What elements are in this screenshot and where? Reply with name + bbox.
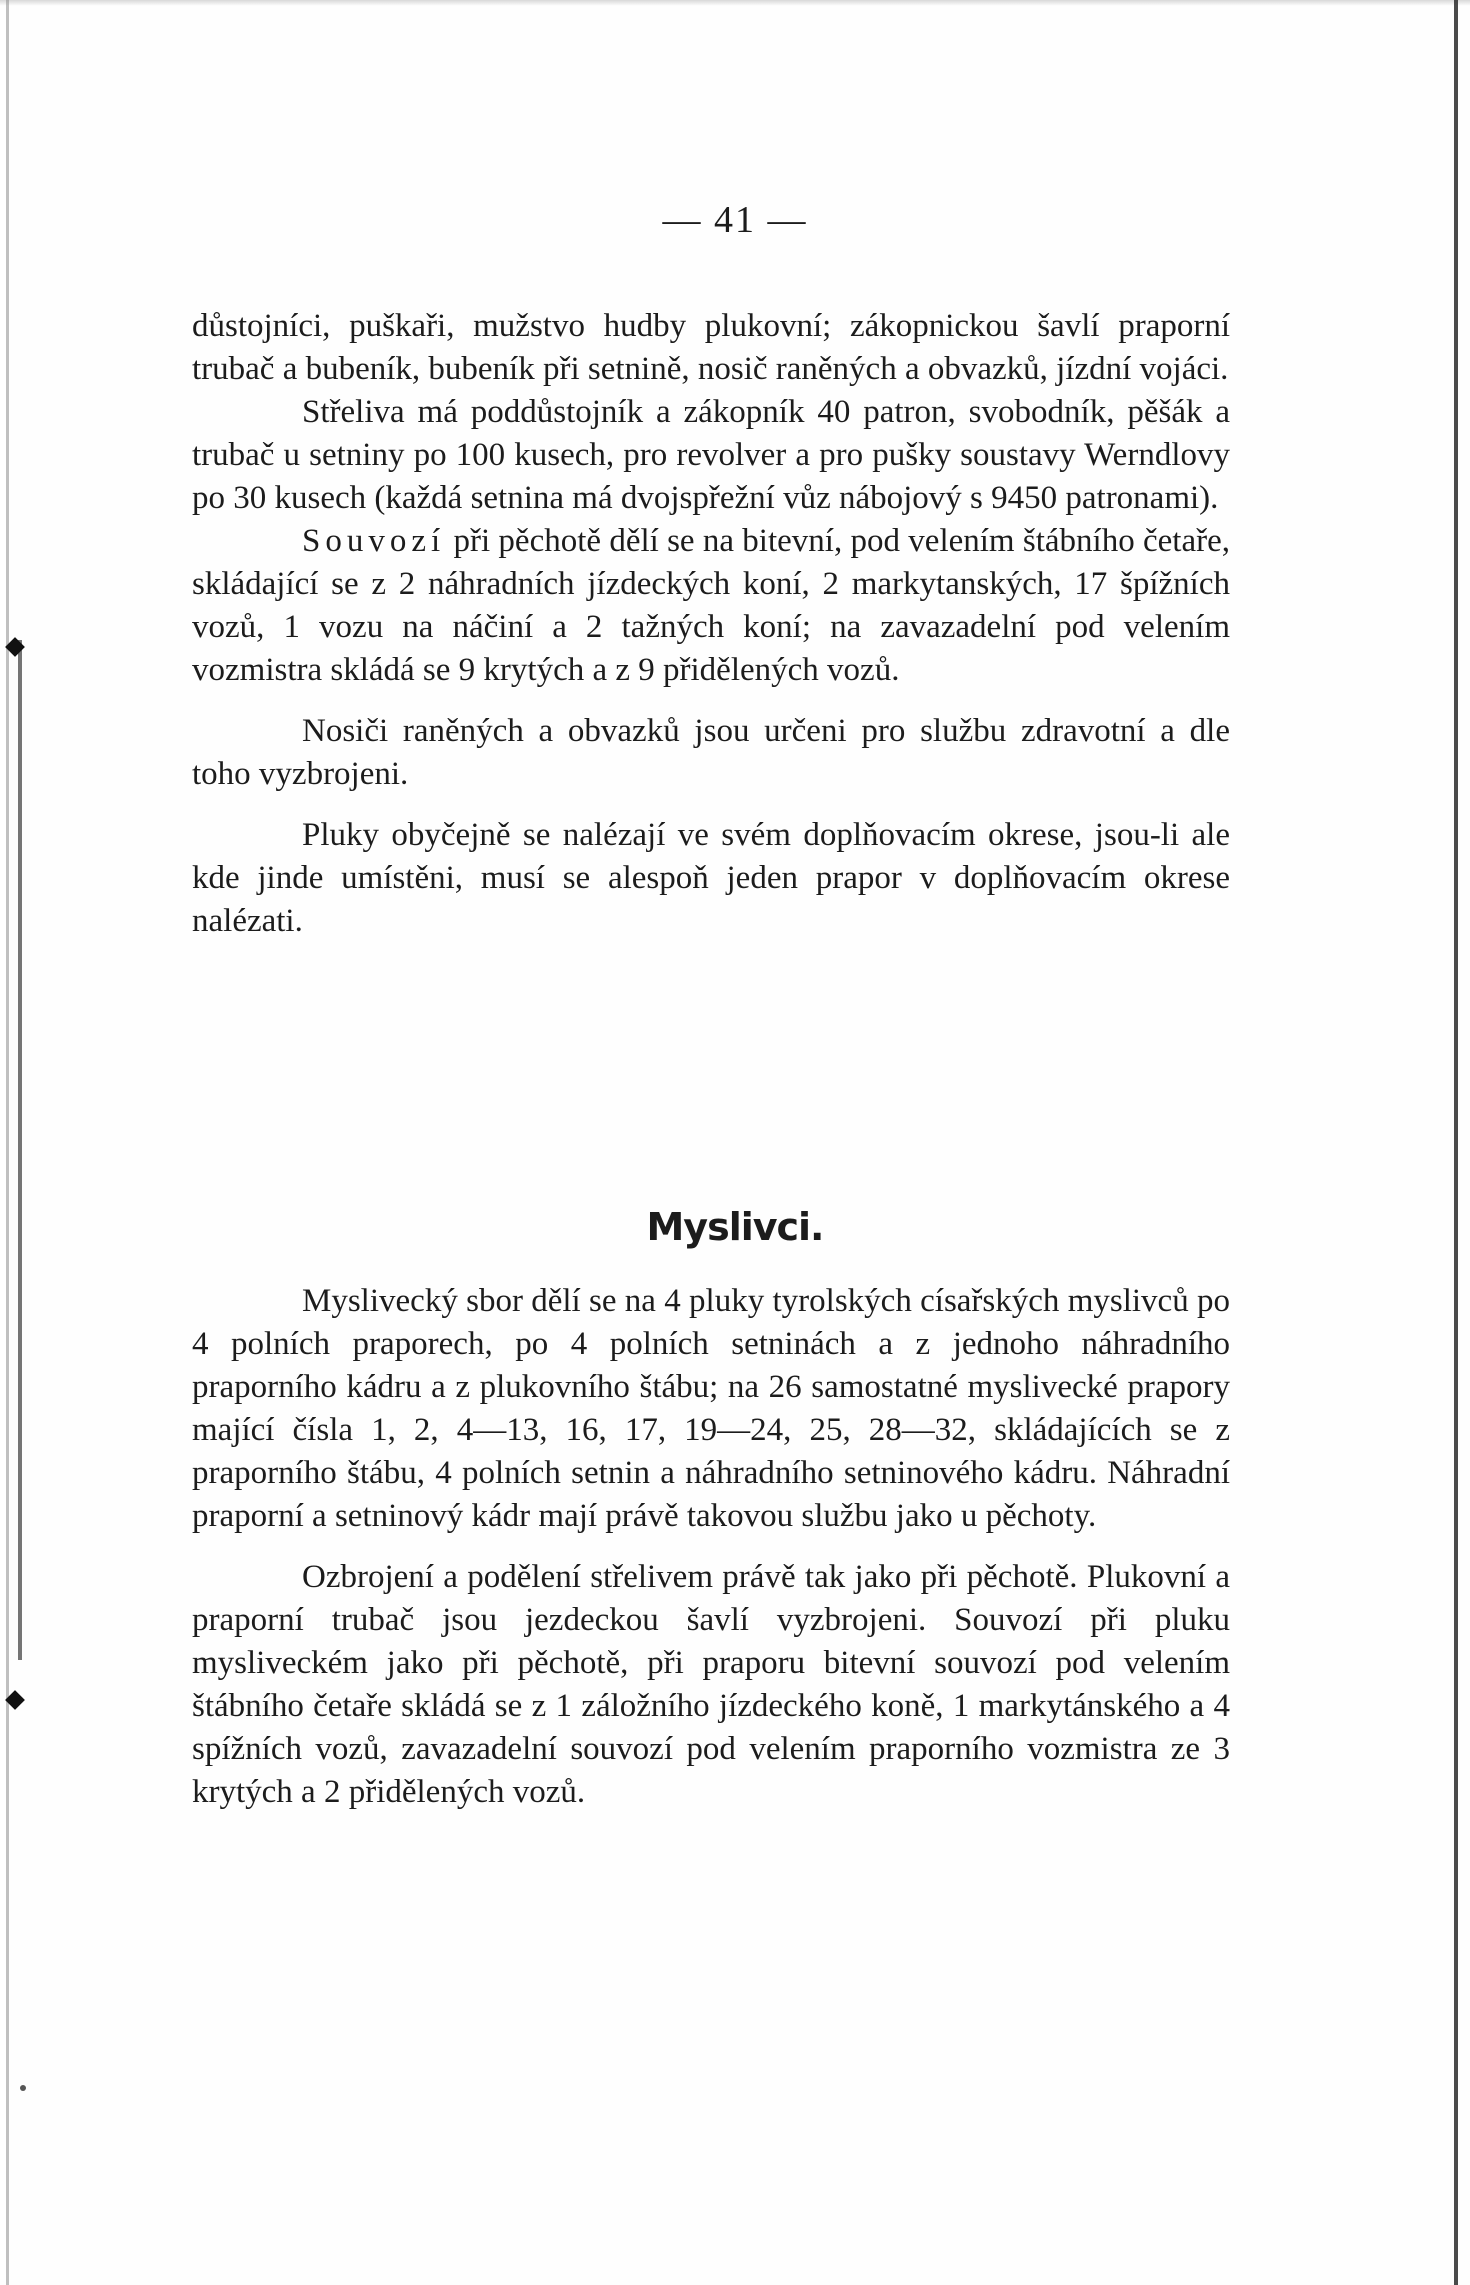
section-heading: Myslivci. — [646, 1205, 824, 1249]
text-section-two — [192, 1280, 1230, 1814]
paragraph: Myslivecký sbor dělí se na 4 pluky tyrolských císařských myslivců po 4 polních praporech, po 4 polních setninách a z jednoho náhradního praporního kádru a z plukovního štábu; na 26 samostatné myslivecké prapory mající čísla 1, 2, 4—13, 16, 17, 19—24, 25, 28—32, skládajících se z praporního štábu, 4 polních setnin a náhradního setninového kádru. Náhradní praporní a setninový kádr mají právě takovou službu jako u pěchoty. — [192, 1283, 1230, 1534]
scan-right-edge — [1454, 0, 1458, 2285]
spaced-term: Souvozí — [302, 523, 446, 559]
scan-top-edge — [0, 0, 1470, 6]
paragraph — [192, 520, 1230, 692]
scan-dot — [20, 2085, 26, 2091]
text-section-one — [192, 305, 1230, 943]
paragraph: Ozbrojení a podělení střelivem právě tak jako při pěchotě. Plukovní a praporní trubač jsou jezdeckou šavlí vyzbrojeni. Souvozí při pluku mysliveckém jako při pěchotě, při praporu bitevní souvozí pod velením štábního četaře skládá se z 1 záložního jízdeckého koně, 1 markytánského a 4 spížních vozů, zavazadelní souvozí pod velením praporního vozmistra ze 3 krytých a 2 přidělených vozů. — [192, 1559, 1230, 1810]
scan-left-edge — [6, 0, 9, 2285]
paragraph-text: při pěchotě dělí se na bitevní, pod velením štábního četaře, skládající se z 2 náhradních jízdeckých koní, 2 markytanských, 17 špížních vozů, 1 vozu na náčiní a 2 tažných koní; na zavazadelní pod velením vozmistra skládá se 9 krytých a z 9 přidělených vozů. — [192, 523, 1230, 688]
scan-left-binding-line — [18, 640, 22, 1660]
page-number: — 41 — — [662, 199, 808, 241]
paragraph: Nosiči raněných a obvazků jsou určeni pro službu zdravotní a dle toho vyzbrojeni. — [192, 713, 1230, 792]
paragraph: Střeliva má poddůstojník a zákopník 40 patron, svobodník, pěšák a trubač u setniny po 100 kusech, pro revolver a pro pušky soustavy Werndlovy po 30 kusech (každá setnina má dvojspřežní vůz nábojový s 9450 patronami). — [192, 394, 1230, 516]
paragraph: důstojníci, puškaři, mužstvo hudby plukovní; zákopnickou šavlí praporní trubač a bubeník, bubeník při setnině, nosič raněných a obvazků, jízdní vojáci. — [192, 308, 1230, 387]
paragraph: Pluky obyčejně se nalézají ve svém doplňovacím okrese, jsou-li ale kde jinde umístěni, musí se alespoň jeden prapor v doplňovacím okrese nalézati. — [192, 817, 1230, 939]
